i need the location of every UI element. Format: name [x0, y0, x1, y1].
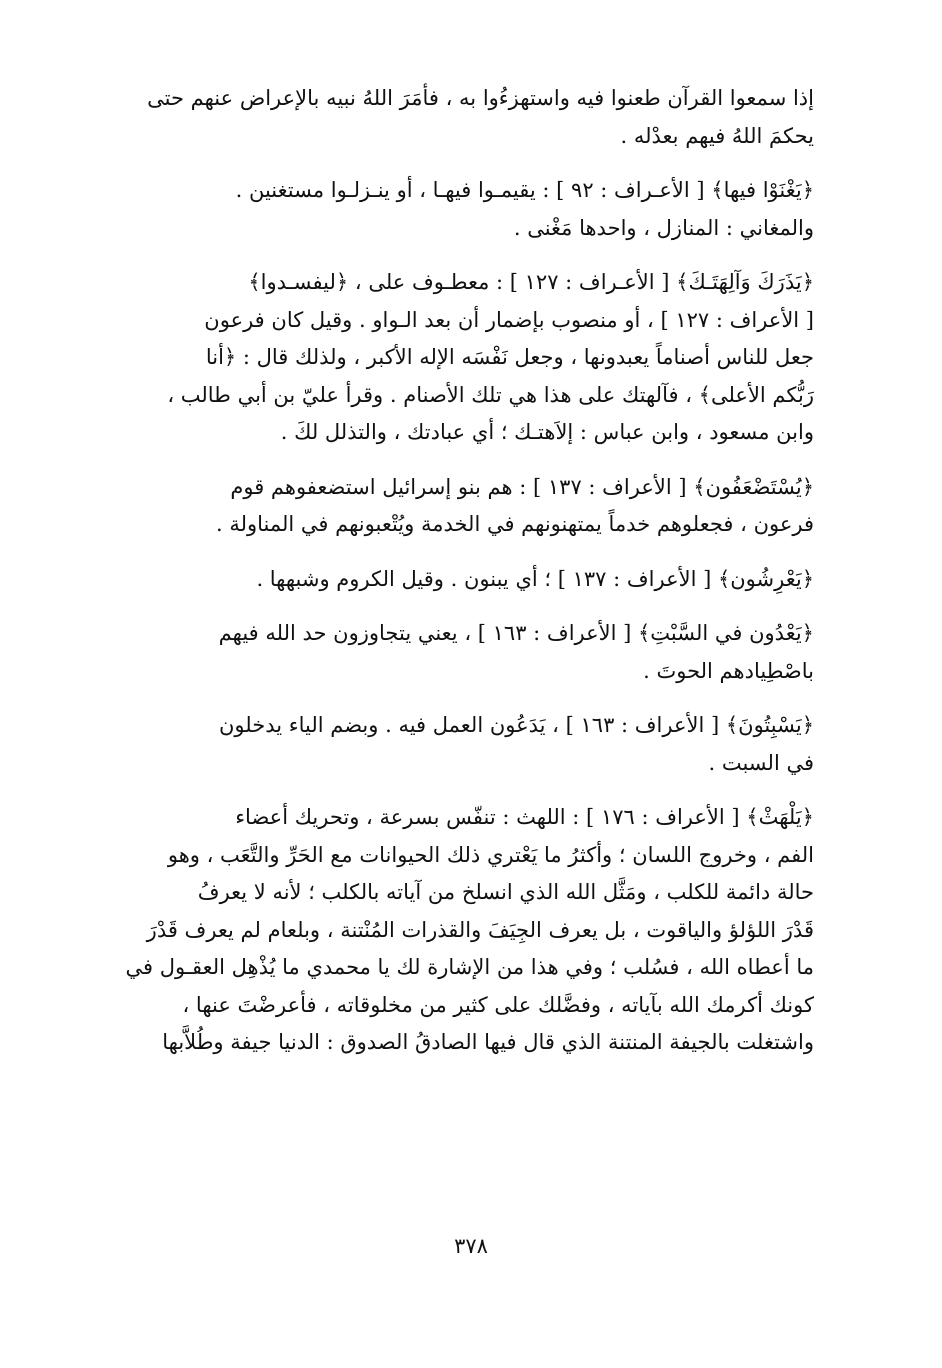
text-line: ﴿يَعْرِشُون﴾ [ الأعراف : ١٣٧ ] ؛ أي يبنون . وقيل الكروم وشبهها .: [256, 566, 814, 591]
text-line: ﴿يُسْتَضْعَفُون﴾ [ الأعراف : ١٣٧ ] : هم بنو إسرائيل استضعفوهم قوم: [230, 474, 814, 499]
text-line: كونك أكرمك الله بآياته ، وفضَّلك على كثير من مخلوقاته ، فأعرضْتَ عنها ،: [182, 992, 814, 1017]
paragraph-yadun: [100, 615, 814, 690]
page-number: ٣٧٨: [454, 1234, 488, 1258]
text-line: ﴿يَذَرَكَ وَآلِهَتَـكَ﴾ [ الأعـراف : ١٢٧ ] : معطـوف على ، ﴿ليفسـدوا﴾: [248, 270, 814, 294]
paragraph-yustadafun: [100, 469, 814, 544]
paragraph-intro: [100, 80, 814, 155]
text-line: رَبُّكم الأعلى﴾ ، فآلهتك على هذا هي تلك الأصنام . وقرأ عليّ بن أبي طالب ،: [167, 382, 814, 407]
text-line: ﴿يَسْبِتُونَ﴾ [ الأعراف : ١٦٣ ] ، يَدَعُون العمل فيه . وبضم الياء يدخلون: [218, 713, 814, 737]
text-line: الفم ، وخروج اللسان ؛ وأكثرُ ما يَعْتري ذلك الحيوانات مع الحَرِّ والتَّعَب ، وهو: [167, 842, 814, 867]
text-line: ما أعطاه الله ، فسُلب ؛ وفي هذا من الإشارة لك يا محمدي ما يُذْهِل العقـول في: [125, 955, 814, 979]
text-line: إذا سمعوا القرآن طعنوا فيه واستهزءُوا به ، فأمَرَ اللهُ نبيه بالإعراض عنهم حتى: [147, 86, 814, 110]
text-line: ﴿يَغْنَوْا فيها﴾ [ الأعـراف : ٩٢ ] : يقيمـوا فيهـا ، أو ينـزلـوا مستغنين .: [235, 178, 814, 202]
paragraph-yaghnaw: [100, 172, 814, 247]
text-line: يحكمَ اللهُ فيهم بعدْله .: [620, 123, 814, 148]
text-line: ﴿يَلْهَثْ﴾ [ الأعراف : ١٧٦ ] : اللهث : تنفّس بسرعة ، وتحريك أعضاء: [235, 805, 814, 829]
text-line: باصْطِيادهم الحوتَ .: [643, 658, 814, 683]
paragraph-yalhath: [100, 799, 814, 1062]
text-line: [ الأعراف : ١٢٧ ] ، أو منصوب بإضمار أن بعد الـواو . وقيل كان فرعون: [204, 307, 814, 332]
paragraph-yarishun: [100, 561, 814, 599]
text-line: ﴿يَعْدُون في السَّبْتِ﴾ [ الأعراف : ١٦٣ ] ، يعني يتجاوزون حد الله فيهم: [218, 621, 814, 645]
paragraph-yasbitun: [100, 707, 814, 782]
text-line: حالة دائمة للكلب ، ومَثَّل الله الذي انسلخ من آياته بالكلب ؛ لأنه لا يعرفُ: [197, 880, 814, 904]
text-line: قَدْرَ اللؤلؤ والياقوت ، بل يعرف الجِيَفَ والقذرات المُنْتنة ، وبلعام لم يعرف قَدْرَ: [146, 917, 814, 942]
text-line: فرعون ، فجعلوهم خدماً يمتهنونهم في الخدمة ويُتْعبونهم في المناولة .: [216, 512, 814, 536]
text-line: وابن مسعود ، وابن عباس : إلاَهتـك ؛ أي عبادتك ، والتذلل لكَ .: [280, 420, 814, 444]
paragraph-yadharak: [100, 264, 814, 452]
text-line: والمغاني : المنازل ، واحدها مَغْنى .: [513, 215, 814, 240]
text-line: جعل للناس أصناماً يعبدونها ، وجعل نَفْسَه الإله الأكبر ، ولذلك قال : ﴿أنا: [205, 345, 814, 369]
text-line: في السبت .: [708, 750, 814, 775]
text-line: واشتغلت بالجيفة المنتنة الذي قال فيها الصادقُ الصدوق : الدنيا جيفة وطُلاَّبها: [162, 1030, 814, 1054]
body-text: [100, 80, 814, 1062]
